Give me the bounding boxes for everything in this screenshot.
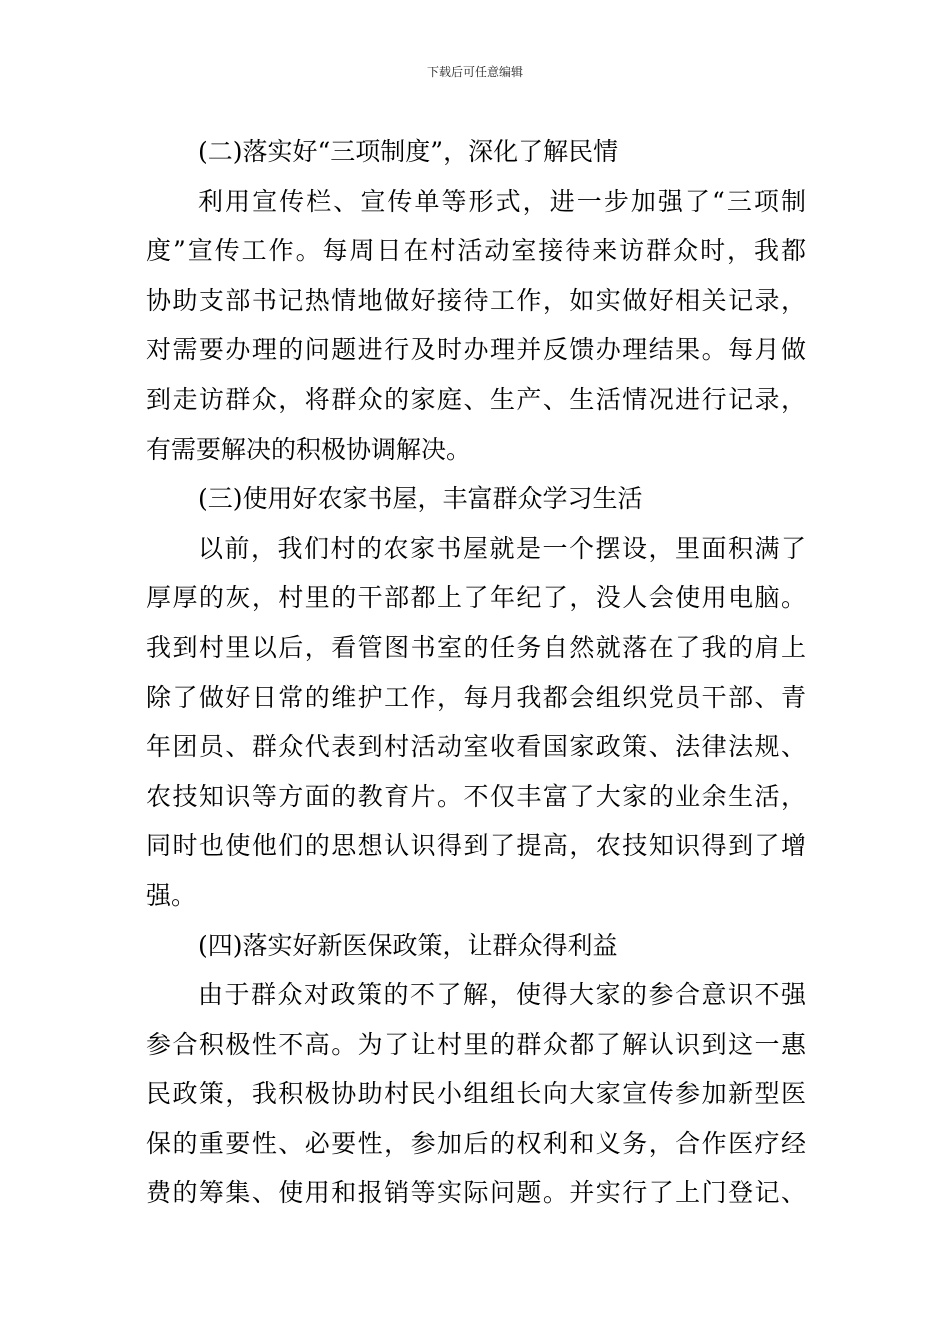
text-line: 同时也使他们的思想认识得到了提高，农技知识得到了增 [146, 831, 806, 861]
text-line: 利用宣传栏、宣传单等形式，进一步加强了“三项制 [198, 186, 806, 216]
text-line: (二)落实好“三项制度”，深化了解民情 [198, 137, 619, 166]
text-line: 保的重要性、必要性，参加后的权利和义务，合作医疗经 [146, 1128, 806, 1158]
text-line: 度”宣传工作。每周日在村活动室接待来访群众时，我都 [146, 236, 806, 266]
document-body [146, 127, 806, 1218]
text-line: 到走访群众，将群众的家庭、生产、生活情况进行记录， [146, 384, 806, 414]
text-line: 协助支部书记热情地做好接待工作，如实做好相关记录， [146, 285, 806, 315]
text-line: 由于群众对政策的不了解，使得大家的参合意识不强 [198, 980, 806, 1010]
page-header: 下载后可任意编辑 [426, 65, 523, 79]
text-line: 年团员、群众代表到村活动室收看国家政策、法律法规、 [146, 732, 806, 762]
text-line: 参合积极性不高。为了让村里的群众都了解认识到这一惠 [146, 1029, 806, 1059]
text-line: (三)使用好农家书屋，丰富群众学习生活 [198, 484, 643, 514]
text-line: 以前，我们村的农家书屋就是一个摆设，里面积满了 [198, 533, 806, 563]
text-line: (四)落实好新医保政策，让群众得利益 [198, 930, 618, 960]
text-line: 我到村里以后，看管图书室的任务自然就落在了我的肩上 [146, 632, 806, 662]
text-line: 民政策，我积极协助村民小组组长向大家宣传参加新型医 [146, 1079, 806, 1109]
text-line: 除了做好日常的维护工作，每月我都会组织党员干部、青 [146, 682, 806, 712]
text-line: 有需要解决的积极协调解决。 [146, 434, 472, 464]
text-line: 对需要办理的问题进行及时办理并反馈办理结果。每月做 [146, 335, 806, 365]
text-line: 厚厚的灰，村里的干部都上了年纪了，没人会使用电脑。 [146, 583, 806, 613]
text-line: 费的筹集、使用和报销等实际问题。并实行了上门登记、 [146, 1178, 806, 1208]
text-line: 农技知识等方面的教育片。不仅丰富了大家的业余生活， [146, 781, 806, 811]
text-line: 强。 [146, 880, 197, 910]
